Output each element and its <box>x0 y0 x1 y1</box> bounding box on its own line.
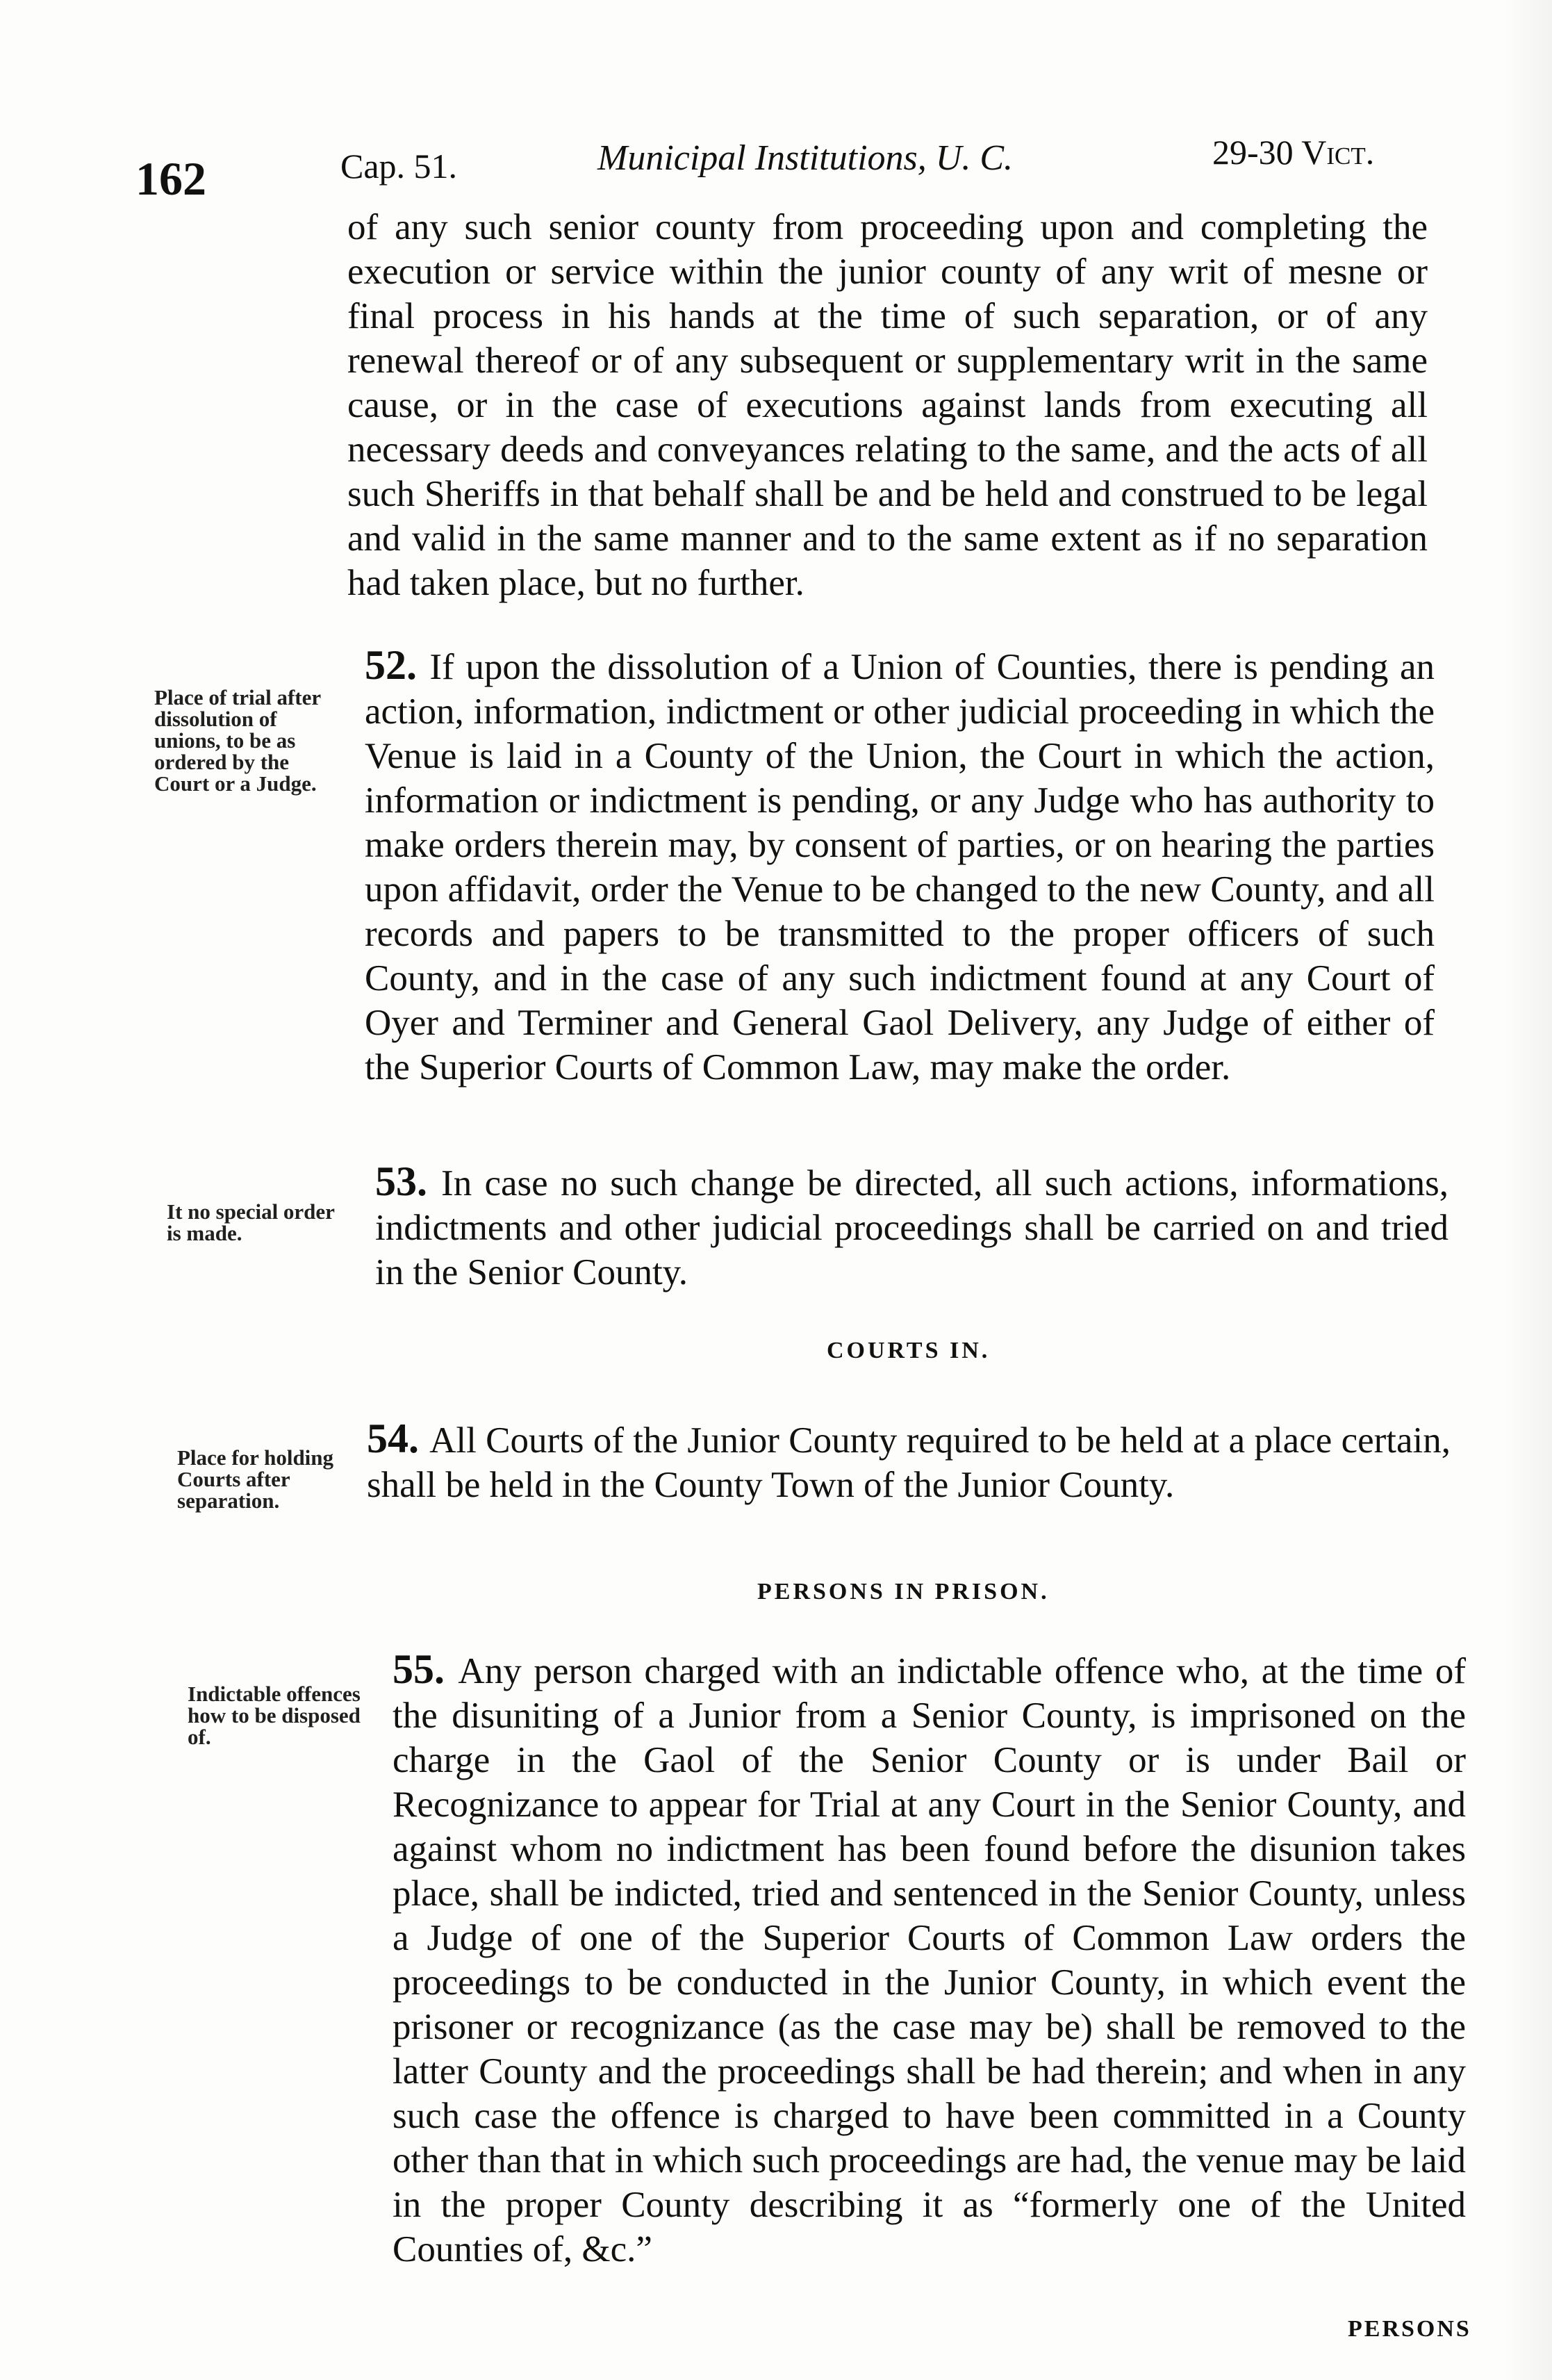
margin-note-53: It no special order is made. <box>167 1199 335 1245</box>
section-number: 52. <box>365 642 430 688</box>
section-55 <box>393 1647 1466 2272</box>
section-text: All Courts of the Junior County required to be held at a place certain, shall be held in the County Town of the Junior County. <box>367 1420 1451 1505</box>
heading-courts-in: COURTS IN. <box>827 1338 991 1363</box>
page-header <box>135 125 1455 205</box>
heading-persons-in-prison: PERSONS IN PRISON. <box>757 1579 1050 1605</box>
page-edge-shading <box>1503 0 1552 2380</box>
section-54 <box>367 1416 1451 1507</box>
section-53 <box>375 1159 1448 1295</box>
section-text: If upon the dissolution of a Union of Counties, there is pending an action, information, indictment or other judicial proceeding in which the Venue is laid in a County of the Union, the Court in which the action, information or indictment is pending, or any Judge who has authority to make orders therein may, by consent of parties, or on hearing the parties upon affidavit, order the Venue to be changed to the new County, and all records and papers to be transmitted to the proper officers of such County, and in the case of any such indictment found at any Court of Oyer and Terminer and General Gaol Delivery, any Judge of either of the Superior Courts of Common Law, may make the order. <box>365 647 1435 1088</box>
page-number: 162 <box>135 152 206 205</box>
section-text: In case no such change be directed, all such actions, informations, indictments and other judicial proceedings shall be carried on and tried in the Senior County. <box>375 1163 1449 1292</box>
running-title: Municipal Institutions, U. C. <box>597 138 1013 178</box>
regnal-year: 29-30 Vict. <box>1212 133 1375 172</box>
catchword: PERSONS <box>1348 2316 1471 2342</box>
section-number: 54. <box>367 1415 430 1461</box>
section-text: Any person charged with an indictable offence who, at the time of the disuniting of a Junior from a Senior County, is imprisoned on the charge in the Gaol of the Senior County or is under Bail or Recognizance to appear for Trial at any Court in the Senior County, and against whom no indictment has been found before the disunion takes place, shall be indicted, tried and sentenced in the Senior County, unless a Judge of one of the Superior Courts of Common Law orders the proceedings to be conducted in the Junior County, in which event the prisoner or recognizance (as the case may be) shall be removed to the latter County and the proceedings shall be had therein; and when in any such case the offence is charged to have been committed in a County other than that in which such proceedings are had, the venue may be laid in the proper County describing it as “formerly one of the United Counties of, &c.” <box>393 1651 1467 2270</box>
margin-note-54: Place for holding Courts after separation. <box>177 1445 334 1513</box>
section-number: 55. <box>393 1646 459 1692</box>
margin-note-55: Indictable offences how to be disposed of. <box>188 1682 361 1749</box>
chapter-label: Cap. 51. <box>340 147 458 186</box>
section-52 <box>365 643 1435 1090</box>
margin-note-52: Place of trial after dissolution of unions, to be as ordered by the Court or a Judge. <box>154 685 321 796</box>
intro-paragraph: of any such senior county from proceeding upon and completing the execution or service within the junior county of any writ of mesne or final process in his hands at the time of such separation, or of any renewal thereof or of any subsequent or supplementary writ in the same cause, or in the case of executions against lands from executing all necessary deeds and conveyances relating to the same, and the acts of all such Sheriffs in that behalf shall be and be held and construed to be legal and valid in the same manner and to the same extent as if no separation had taken place, but no further. <box>347 207 1428 603</box>
section-number: 53. <box>375 1158 442 1204</box>
